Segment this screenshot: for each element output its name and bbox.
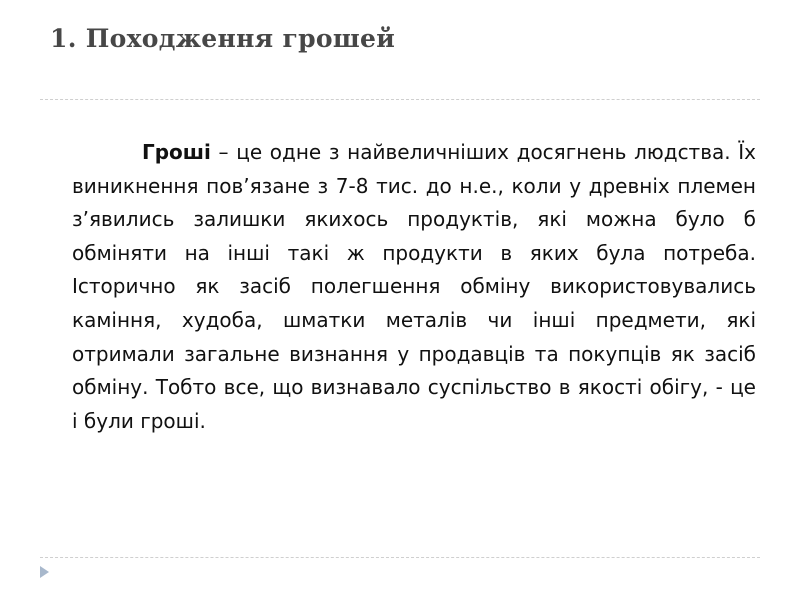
triangle-right-icon[interactable] [40,566,49,578]
top-divider [40,99,760,100]
body-paragraph [72,136,756,438]
paragraph-text: – це одне з найвеличніших досягнень людства. Їх виникнення пов’язане з 7-8 тис. до н.е., коли у древніх племен з’явились залишки якихось продуктів, які можна було б обміняти на інші такі ж продукти в яких була потреба. Історично як засіб полегшення обміну використовувались каміння, худоба, шматки металів чи інші предмети, які отримали загальне визнання у продавців та покупців як засіб обміну. Тобто все, що визнавало суспільство в якості обігу, - це і були гроші. [72,140,756,433]
term-highlight: Гроші [142,140,211,164]
slide-title: 1. Походження грошей [50,24,396,53]
bottom-divider [40,557,760,558]
